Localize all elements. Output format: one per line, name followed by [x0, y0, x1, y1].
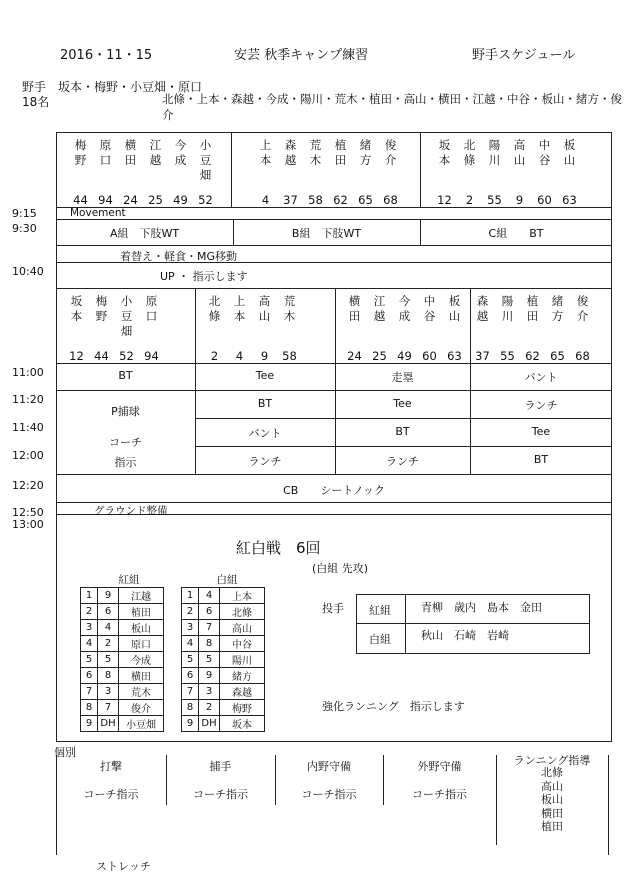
row-line: [56, 245, 612, 246]
batting-order: 9: [182, 716, 199, 732]
lineup-row: [81, 636, 164, 652]
wt-c: C組 BT: [488, 227, 544, 240]
time-label: 9:15: [12, 207, 37, 220]
player-name: 森 越: [284, 138, 297, 167]
player-name: 横 田: [124, 138, 137, 167]
player-name: 原口: [119, 636, 164, 652]
player-number: 52: [198, 193, 213, 207]
time-label: 11:20: [12, 393, 44, 406]
player-number: 2: [210, 349, 219, 363]
group-top-2: [253, 138, 403, 207]
batting-order: 4: [81, 636, 98, 652]
position: 8: [199, 636, 220, 652]
row-line: [56, 390, 612, 391]
time-label: 10:40: [12, 265, 44, 278]
lineup-row: [81, 620, 164, 636]
player-name: 梅 野: [74, 138, 87, 167]
player-name: 上 本: [233, 294, 246, 323]
lineup-row: [81, 588, 164, 604]
pitcher-names-white: 秋山 石崎 岩崎: [421, 629, 509, 642]
slot-1120-2: BT: [257, 397, 273, 410]
player-number: 24: [347, 349, 362, 363]
ind-body-2: コーチ指示: [193, 788, 248, 801]
ind-body-3: コーチ指示: [301, 788, 357, 801]
divider: [608, 755, 609, 855]
player-name: 俊 介: [576, 294, 589, 323]
player-number: 9: [260, 349, 269, 363]
batting-order: 3: [182, 620, 199, 636]
player-number: 60: [537, 193, 552, 207]
player-name: 坂本: [220, 716, 265, 732]
slot-1100-4: バント: [524, 371, 558, 384]
player-name: 坂 本: [70, 294, 83, 323]
slot-1100-3: 走塁: [391, 371, 414, 384]
player-number: 58: [308, 193, 323, 207]
player-name: 高 山: [258, 294, 271, 323]
red-lineup: [80, 587, 164, 732]
lineup-row: [81, 684, 164, 700]
white-team-label: 白組: [216, 574, 238, 586]
player-name: 植 田: [526, 294, 539, 323]
ind-body-4: コーチ指示: [412, 788, 467, 801]
player-name: 上本: [220, 588, 265, 604]
position: 7: [98, 700, 119, 716]
batting-order: 8: [81, 700, 98, 716]
divider: [231, 132, 232, 207]
player-number: 24: [123, 193, 138, 207]
batting-order: 5: [182, 652, 199, 668]
roster-line2: 北條・上本・森越・今成・陽川・荒木・植田・高山・横田・江越・中谷・板山・緒方・俊介: [162, 92, 622, 122]
player-name: 陽 川: [488, 138, 501, 167]
player-name: 荒 木: [309, 138, 322, 167]
group-mid-4: [470, 294, 595, 363]
position: 5: [199, 652, 220, 668]
player-name: 横 田: [348, 294, 361, 323]
player-name: 陽川: [220, 652, 265, 668]
batting-order: 7: [182, 684, 199, 700]
pitcher-names-red: 青柳 歳内 島本 金田: [421, 601, 542, 614]
ind-body-5: 北條 高山 板山 横田 植田: [541, 766, 563, 833]
lineup-row: [81, 604, 164, 620]
position: 4: [98, 620, 119, 636]
player-name: 中谷: [220, 636, 265, 652]
row-line: [195, 446, 612, 447]
player-number: 63: [562, 193, 577, 207]
player-name: 今 成: [398, 294, 411, 323]
lineup-row: [81, 700, 164, 716]
ind-body-1: コーチ指示: [83, 788, 139, 801]
lineup-row: [182, 604, 265, 620]
player-name: 板 山: [563, 138, 576, 167]
ground-label: グラウンド整備: [94, 505, 168, 517]
position: 8: [98, 668, 119, 684]
ind-title-1: 打撃: [100, 760, 122, 773]
player-name: 板 山: [448, 294, 461, 323]
position: 6: [98, 604, 119, 620]
player-name: 小 豆 畑: [199, 138, 212, 182]
player-name: 植 田: [334, 138, 347, 167]
position: 9: [98, 588, 119, 604]
pitcher-team-red: 紅組: [369, 604, 391, 617]
slot-coach: コーチ: [109, 436, 142, 449]
batting-order: 7: [81, 684, 98, 700]
slot-1140-2: バント: [248, 427, 282, 440]
lineup-row: [81, 668, 164, 684]
ind-title-5: ランニング指導: [513, 754, 591, 767]
lineup-row: [182, 668, 265, 684]
player-name: 江越: [119, 588, 164, 604]
pitcher-label: 投手: [322, 602, 344, 615]
lineup-row: [182, 620, 265, 636]
ind-title-2: 捕手: [209, 760, 232, 773]
player-number: 68: [575, 349, 590, 363]
player-number: 60: [422, 349, 437, 363]
player-number: 62: [333, 193, 348, 207]
player-number: 52: [119, 349, 134, 363]
player-name: 北條: [220, 604, 265, 620]
player-name: 森 越: [476, 294, 489, 323]
movement-label: Movement: [70, 207, 126, 219]
slot-1100-1: BT: [118, 369, 133, 382]
time-label: 11:40: [12, 421, 44, 434]
wt-b: B組 下肢WT: [291, 227, 362, 240]
group-top-3: [432, 138, 582, 207]
player-name: 江 越: [149, 138, 162, 167]
player-number: 25: [372, 349, 387, 363]
time-label: 12:50: [12, 506, 44, 519]
slot-1200-2: ランチ: [248, 455, 282, 468]
player-name: 原 口: [145, 294, 158, 323]
player-number: 62: [525, 349, 540, 363]
batting-order: 3: [81, 620, 98, 636]
position: 2: [199, 700, 220, 716]
row-line: [56, 207, 612, 208]
player-name: 坂 本: [438, 138, 451, 167]
row-line: [56, 219, 612, 220]
lineup-row: [81, 652, 164, 668]
game-note: (白組 先攻): [312, 562, 369, 575]
position: DH: [98, 716, 119, 732]
player-name: 横田: [119, 668, 164, 684]
player-name: 今成: [119, 652, 164, 668]
lineup-row: [182, 716, 265, 732]
batting-order: 2: [182, 604, 199, 620]
position: 3: [98, 684, 119, 700]
ind-title-3: 内野守備: [307, 760, 351, 773]
player-name: 緒 方: [551, 294, 564, 323]
player-name: 江 越: [373, 294, 386, 323]
player-name: 俊介: [119, 700, 164, 716]
player-name: 緒 方: [359, 138, 372, 167]
player-name: 原 口: [99, 138, 112, 167]
player-number: 65: [550, 349, 565, 363]
player-number: 12: [437, 193, 452, 207]
batting-order: 2: [81, 604, 98, 620]
row-line: [195, 418, 612, 419]
individual-label: 個別: [54, 746, 76, 759]
player-name: 荒木: [119, 684, 164, 700]
player-name: 森越: [220, 684, 265, 700]
player-number: 68: [383, 193, 398, 207]
player-number: 4: [261, 193, 270, 207]
page-title: 安芸 秋季キャンプ練習: [234, 48, 369, 63]
running-label: 強化ランニング 指示します: [322, 700, 465, 713]
time-label: 13:00: [12, 518, 44, 531]
group-mid-3: [342, 294, 467, 363]
batting-order: 9: [81, 716, 98, 732]
position: 2: [98, 636, 119, 652]
slot-1100-2: Tee: [255, 369, 275, 382]
slot-1120-3: Tee: [393, 397, 412, 410]
player-number: 2: [465, 193, 474, 207]
cb-row: CB シートノック: [283, 484, 385, 497]
player-name: 緒方: [220, 668, 265, 684]
lineup-row: [182, 636, 265, 652]
player-number: 44: [94, 349, 109, 363]
player-number: 94: [144, 349, 159, 363]
slot-1140-3: BT: [395, 425, 410, 438]
player-name: 上 本: [259, 138, 272, 167]
player-number: 4: [235, 349, 244, 363]
lineup-row: [81, 716, 164, 732]
time-label: 11:00: [12, 366, 44, 379]
player-number: 58: [282, 349, 297, 363]
lineup-row: [182, 652, 265, 668]
slot-1120-4: ランチ: [524, 399, 558, 412]
player-number: 65: [358, 193, 373, 207]
player-name: 今 成: [174, 138, 187, 167]
lineup-row: [182, 684, 265, 700]
position: 4: [199, 588, 220, 604]
position: 6: [199, 604, 220, 620]
batting-order: 5: [81, 652, 98, 668]
wt-a: A組 下肢WT: [109, 227, 180, 240]
slot-1140-4: Tee: [531, 425, 551, 438]
player-number: 49: [397, 349, 412, 363]
red-team-label: 紅組: [118, 574, 140, 586]
batting-order: 6: [81, 668, 98, 684]
player-number: 25: [148, 193, 163, 207]
player-name: 梅野: [220, 700, 265, 716]
player-number: 49: [173, 193, 188, 207]
player-name: 荒 木: [283, 294, 296, 323]
player-name: 高山: [220, 620, 265, 636]
player-number: 37: [283, 193, 298, 207]
divider: [420, 132, 421, 207]
slot-1200-4: BT: [533, 453, 549, 466]
white-lineup: [181, 587, 265, 732]
player-name: 北 條: [208, 294, 221, 323]
roster-label: 野手: [22, 80, 47, 94]
player-name: 小豆畑: [119, 716, 164, 732]
player-number: 9: [515, 193, 524, 207]
position: 5: [98, 652, 119, 668]
batting-order: 8: [182, 700, 199, 716]
roster-count: 18名: [22, 95, 50, 109]
player-name: 中 谷: [538, 138, 551, 167]
pitcher-box: [356, 594, 590, 654]
change-label: 着替え・軽食・MG移動: [120, 250, 238, 263]
player-name: 小 豆 畑: [120, 294, 133, 338]
batting-order: 1: [182, 588, 199, 604]
player-name: 中 谷: [423, 294, 436, 323]
position: 3: [199, 684, 220, 700]
player-name: 植田: [119, 604, 164, 620]
batting-order: 6: [182, 668, 199, 684]
row-line: [56, 363, 612, 364]
player-number: 37: [475, 349, 490, 363]
player-name: 板山: [119, 620, 164, 636]
batting-order: 1: [81, 588, 98, 604]
roster-line1: 坂本・梅野・小豆畑・原口: [58, 80, 203, 94]
group-top-1: [68, 138, 218, 207]
pitcher-team-white: 白組: [369, 633, 391, 646]
white-team-table: [181, 572, 273, 732]
batting-order: 4: [182, 636, 199, 652]
player-name: 高 山: [513, 138, 526, 167]
lineup-row: [182, 700, 265, 716]
player-name: 梅 野: [95, 294, 108, 323]
position: DH: [199, 716, 220, 732]
position: 7: [199, 620, 220, 636]
slot-instruct: 指示: [114, 456, 137, 469]
game-title: 紅白戦 6回: [236, 539, 321, 557]
position: 9: [199, 668, 220, 684]
player-name: 陽 川: [501, 294, 514, 323]
player-number: 63: [447, 349, 462, 363]
up-label: UP ・ 指示します: [160, 270, 248, 283]
player-number: 94: [98, 193, 113, 207]
date: 2016・11・15: [60, 48, 153, 63]
red-team-table: [80, 572, 178, 732]
time-label: 9:30: [12, 222, 37, 235]
group-mid-2: [202, 294, 302, 363]
time-label: 12:00: [12, 449, 44, 462]
player-name: 俊 介: [384, 138, 397, 167]
row-line: [56, 474, 612, 475]
time-label: 12:20: [12, 479, 44, 492]
row-line: [56, 288, 612, 289]
slot-pcatch: P捕球: [111, 405, 140, 418]
stretch-label: ストレッチ: [96, 860, 151, 873]
player-name: 北 條: [463, 138, 476, 167]
page-subtitle: 野手スケジュール: [472, 48, 576, 63]
player-number: 55: [487, 193, 502, 207]
slot-1200-3: ランチ: [386, 455, 419, 468]
player-number: 12: [69, 349, 84, 363]
ind-title-4: 外野守備: [417, 760, 462, 773]
group-mid-1: [64, 294, 164, 363]
lineup-row: [182, 588, 265, 604]
player-number: 44: [73, 193, 88, 207]
player-number: 55: [500, 349, 515, 363]
